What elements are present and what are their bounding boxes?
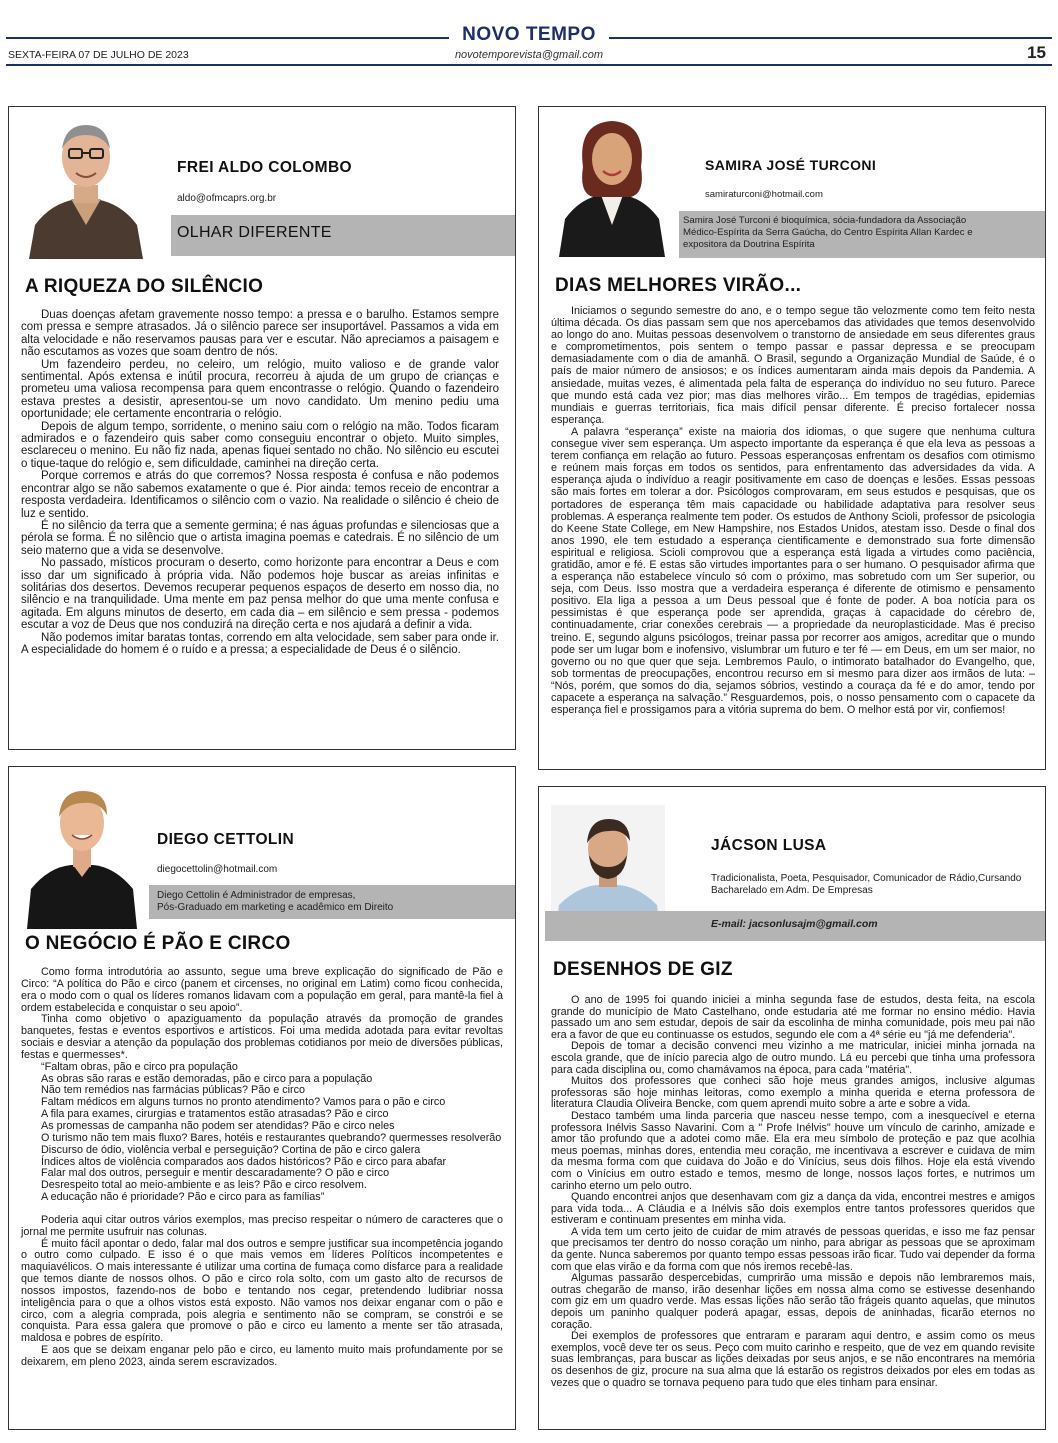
author-photo [23, 773, 141, 929]
poem-line: Faltam médicos em alguns turnos no pronto atendimento? Vamos para o pão e circo [41, 1096, 446, 1109]
poem-line: As promessas de campanha não podem ser atendidas? Pão e circo neles [41, 1119, 395, 1132]
bio-line: Tradicionalista, Poeta, Pesquisador, Comunicador de Rádio,Cursando [711, 873, 1022, 884]
article-headline: O NEGÓCIO É PÃO E CIRCO [25, 933, 291, 954]
paragraph: Duas doenças afetam gravemente nosso tempo: a pressa e o barulho. Estamos sempre com pressa e sempre atrasados. Já o silêncio parece ser insuportável. Passamos a vida em alta velocidade e não reservamos pausas para ver e escutar. Não apreciamos a paisagem e não escutamos as vozes que soam dentro de nós. [21, 309, 499, 359]
author-bio [711, 873, 1041, 897]
poem-line: A fila para exames, cirurgias e tratamentos estão atrasadas? Pão e circo [41, 1108, 389, 1121]
paragraph: Iniciamos o segundo semestre do ano, e o tempo segue tão velozmente como tem feito nesta última década. Os dias passam sem que nos apercebamos das atividades que temos desenvolvido ao longo do ano. Muitas pessoas desenvolvem o transtorno de ansiedade em seus diferentes graus e comprometimentos, pois sentem o tempo passar e passar depressa e se preocupam demasiadamente com o dia de amanhã. O Brasil, segundo a Organização Mundial de Saúde, é o país de maior número de ansiosos; e os índices aumentaram ainda mais depois da Pandemia. A ansiedade, muitas vezes, é alimentada pela falta de esperança do indivíduo no seu futuro. Parece que mundo está cada vez pior; mas dias melhores virão... Em tempos de tragédias, epidemias mundiais e guerras territoriais, fica mais difícil pensar diferente. É preciso fortalecer nossa esperança. [551, 305, 1035, 426]
paragraph: Poderia aqui citar outros vários exemplos, mas preciso respeitar o número de caracteres que o jornal me permite usufruir nas colunas. [21, 1213, 503, 1238]
author-photo [553, 107, 671, 257]
paragraph: Tinha como objetivo o apaziguamento da população através da promoção de grandes banquetes, festas e eventos esportivos e artísticos. Foi uma medida adotada para evitar revoltas sociais e desviar a atenção da população dos problemas cotidianos por meio de diversões públicas, festas e quermesses*. [21, 1013, 503, 1061]
poem-line: Falar mal dos outros, perseguir e mentir descaradamente? O pão e circo [41, 1167, 390, 1180]
article-box-jacson [538, 786, 1046, 1430]
paragraph: Algumas passarão despercebidas, cumprirão uma missão e depois não lembraremos mais, outras chegarão de manso, irão desenhar lições em nossa alma como se estivesse desenhando com giz em um quadro verde. Mas essas lições não serão tão frágeis quanto aquelas, que minutos depois um paninho qualquer poderá apagar, essas, depois de aninhadas, ficarão eternos no coração. [551, 1272, 1035, 1331]
author-email: samiraturconi@hotmail.com [705, 189, 823, 200]
article-headline: DIAS MELHORES VIRÃO... [555, 275, 802, 296]
poem-line: “Faltam obras, pão e circo pra população [41, 1060, 238, 1073]
paragraph: E aos que se deixam enganar pelo pão e circo, eu lamento muito mais profundamente por se deixarem, em pleno 2023, ainda serem escravizados. [21, 1344, 503, 1368]
article-body [551, 995, 1035, 1389]
paragraph: É no silêncio da terra que a semente germina; é nas águas profundas e silenciosas que a pérola se forma. É no silêncio que o artista imagina poemas e catedrais. É no silêncio de um seio materno que a vida se desenvolve. [21, 519, 499, 557]
article-body [21, 967, 503, 1369]
portrait-woman-icon [553, 107, 671, 257]
header-rule-bottom [6, 64, 1052, 66]
poem-line: O turismo não tem mais fluxo? Bares, hotéis e restaurantes quebrando? quermesses resolverão [41, 1131, 502, 1144]
paragraph: Quando encontrei anjos que desenhavam com giz a dança da vida, encontrei mestres e amigos para vida toda... A Cláudia e a Inélvis são dois exemplos entre tantos professores queridos que estiveram e continuam presentes em minha vida. [551, 1191, 1035, 1227]
article-box-diego [8, 766, 516, 1430]
author-bio [157, 890, 497, 914]
portrait-young-man-icon [23, 773, 141, 929]
paragraph: O ano de 1995 foi quando iniciei a minha segunda fase de estudos, desta feita, na escola grande do município de Mato Castelhano, onde estudaria até me formar no ensino médio. Havia passado um ano sem estudar, depois de sair da escolinha de minha comunidade, pois meu pai não era a favor de que eu continuasse os estudos, segundo ele com a 4ª série eu "já me defenderia". [551, 994, 1035, 1041]
poem-line: Discurso de ódio, violência verbal e perseguição? Cortina de pão e circo galera [41, 1143, 421, 1156]
poem-line: A educação não é prioridade? Pão e circo para as famílias” [41, 1191, 325, 1204]
article-headline: DESENHOS DE GIZ [553, 959, 733, 980]
paragraph: Porque corremos e atrás do que corremos? Nossa resposta é confusa e não podemos encontrar algo se não sabemos exatamente o que é. Pior ainda: temos receio de encontrar a resposta verdadeira. Identificamos o silêncio com o vazio. Na realidade o silêncio é cheio de luz e sentido. [21, 470, 499, 520]
paragraph: Destaco também uma linda parceria que nasceu nesse tempo, com a inesquecível e eterna professora Inélvis Sasso Navarini. Com a " Profe Inélvis" houve um vínculo de carinho, amizade e amor tão profundo que a adotei como mãe. Ela era meu símbolo de proteção e paz que acolhia meus poemas, minhas dores, entendia meu coração, me incentivava a escrever e cuidava de mim da mesma forma com que cuidava do João e do Vinícius, seus dois filhos. Hoje ela está vivendo com o Vinícius em outro estado e temos, mesmo de longe, nossos laços fortes, e nutrimos um carinho eterno um pelo outro. [551, 1109, 1035, 1192]
poem-line: Índices altos de violência comparados aos dados históricos? Pão e circo para abafar [41, 1155, 447, 1168]
article-box-olhar-diferente [8, 106, 516, 750]
paragraph: É muito fácil apontar o dedo, falar mal dos outros e sempre justificar sua incompetência jogando o outro como culpado. E isso é o que mais vemos em líderes Políticos incompetentes e maquiavélicos. O mais interessante é utilizar uma cortina de fumaça como disfarce para a realidade que temos diante de nossos olhos. O pão e circo rola solto, com um gasto alto de recursos de nossos impostos, fazendo-nos de bobo e tentando nos cegar, pretendendo ludibriar nossa inteligência para o que a olhos vistos está exposto. Não vamos nos deixar enganar com o pão e circo, com a alegria comprada, pois alegria e sentimento não se compram, se constrói e se conquista. Para essa galera que promove o pão e circo eu lamento a mente ser tão atrasada, maldosa e pobres de espírito. [21, 1237, 503, 1345]
masthead [449, 24, 609, 61]
paragraph: No passado, místicos procuram o deserto, como horizonte para encontrar a Deus e com isso dar um significado à própria vida. Não podemos hoje buscar as areias infinitas e solitárias dos desertos. Devemos recuperar pequenos espaços de deserto em nosso dia, no silêncio e na tranquilidade. Uma mente em paz pensa melhor do que uma mente confusa e agitada. Em alguns minutos de deserto, em cada dia – em silêncio e sem pressa - podemos escutar a voz de Deus que nos conduzirá na direção certa e nos ajudará a definir a vida. [21, 557, 499, 632]
author-email: aldo@ofmcaprs.org.br [177, 193, 277, 204]
paragraph: Não podemos imitar baratas tontas, correndo em alta velocidade, sem saber para onde ir. A especialidade do homem é o ruído e a pressa; a especialidade de Deus é o silêncio. [21, 631, 499, 656]
poem-line: As obras são raras e estão demoradas, pão e circo para a população [41, 1072, 373, 1085]
paragraph: Muitos dos professores que conheci são hoje meus grandes amigos, inclusive algumas professoras são hoje minhas leitoras, como exemplo a minha querida e eterna professora de literatura Claudia Oliveira Bencke, com quem aprendi muito sobre a arte e sobre a vida. [551, 1075, 1035, 1111]
column-label: OLHAR DIFERENTE [177, 224, 332, 241]
poem-block [21, 1062, 503, 1204]
poem-line: Não tem remédios nas farmácias públicas? Pão e circo [41, 1084, 306, 1097]
author-email: diegocettolin@hotmail.com [157, 864, 278, 875]
article-body [551, 305, 1035, 716]
author-name: DIEGO CETTOLIN [157, 831, 295, 848]
author-name: FREI ALDO COLOMBO [177, 159, 352, 176]
portrait-elderly-man-icon [21, 107, 151, 259]
author-name: SAMIRA JOSÉ TURCONI [705, 157, 877, 173]
paragraph: A palavra “esperança” existe na maioria dos idiomas, o que sugere que nenhuma cultura consegue viver sem esperança. Um aspecto importante da esperança é que ela leva as pessoas a terem confiança em relação ao futuro. Pessoas esperançosas enfrentam os desafios com otimismo e reúnem mais forças em todos os sentidos, para enfrentamento das adversidades da vida. A esperança ajuda o indivíduo a reagir positivamente em caso de doenças e lesões. Essas pessoas são mais fortes em tolerar a dor. Psicólogos comprovaram, em seus estudos e pesquisas, que os portadores de esperança têm mais capacidade ou habilidade adaptativa para resolver seus problemas. A esperança realmente tem poder. Os estudos de Anthony Scioli, professor de psicologia do Keene State College, em New Hampshire, nos Estados Unidos, atestam isso. Desde o final dos anos 1990, ele tem estudado a esperança cientificamente e demonstrado sua forte dimensão espiritual e religiosa. Scioli comprovou que a esperança está ligada a virtudes como paciência, gratidão, amor e fé. E estas são virtudes importantes para o ser humano. O pesquisador afirma que a esperança não estabelece vínculo só com o próximo, mas sobretudo com um Ser superior, ou seja, com Deus. Isso mostra que a verdadeira esperança é diferente de otimismo e pensamento positivo. Ela liga a pessoa a um Deus pessoal que é fonte de poder. A boa notícia para os pessimistas é que esperança pode ser aprendida, graças à capacidade do cérebro de, continuadamente, criar conexões cerebrais — a propriedade da neuroplasticidade. Mas é preciso treino. E, segundo alguns psicólogos, treinar passa por recorrer aos amigos, acreditar que o mundo pode ser um lugar bom e inofensivo, vislumbrar um futuro e ter fé — em Deus, em um ser maior, no governo ou no que quer que seja. Lembremos Paulo, o intimorato batalhador do Evangelho, que, sob tormentas de preocupações, encontrou recurso em si mesmo para dizer aos irmãos de luta: – “Nós, porém, que somos do dia, sejamos sóbrios, vestindo a couraça da fé e do amor, tendo por capacete a esperança na salvação.” Resguardemos, pois, o nosso pensamento com o capacete da esperança fiel e prossigamos para a vitória suprema do bem. O melhor está por vir, confiemos! [551, 425, 1035, 717]
article-headline: A RIQUEZA DO SILÊNCIO [25, 276, 264, 297]
paragraph: A vida tem um certo jeito de cuidar de mim através de pessoas queridas, e isso me faz pensar que precisamos ter dentro do nosso coração um ninho, para abrigar as pessoas que se aproximam da gente. Nunca saberemos por quanto tempo essas pessoas irão ficar. Tudo vai depender da forma com que elas virão e da forma com que nós iremos recebê-las. [551, 1225, 1035, 1273]
paragraph: Um fazendeiro perdeu, no celeiro, um relógio, muito valioso e de grande valor sentimental. Após extensa e inútil procura, recorreu à ajuda de um grupo de crianças e prometeu uma valiosa recompensa para quem encontrasse o relógio. Quando o fazendeiro estava prestes a desistir, apresentou-se um novo candidato. Um menino pediu uma oportunidade; ele certamente encontraria o relógio. [21, 358, 499, 421]
article-body [21, 309, 499, 656]
bio-line: Diego Cettolin é Administrador de empresas, [157, 890, 356, 901]
paragraph: Depois de algum tempo, sorridente, o menino saiu com o relógio na mão. Todos ficaram admirados e o fazendeiro quis saber como conseguiu encontrar o objeto. Muito simples, esclareceu o menino. Eu não fiz nada, apenas fiquei sentado no chão. No silêncio eu escutei o tique-taque do relógio e, sem dificuldade, caminhei na direção certa. [21, 420, 499, 470]
article-box-samira [538, 106, 1046, 770]
paragraph: Dei exemplos de professores que entraram e pararam aqui dentro, e assim como os meus exemplos, você deve ter os seus. Peço com muito carinho e respeito, que de vez em quando revisite suas lembranças, para buscar as lições deixadas por seus anjos, e se não encontrares na memória os desenhos de giz, procure na sua alma que lá estarão os registros deixados por eles em todas as vezes que o quadro se tornava pequeno para tudo que eles tinham para ensinar. [551, 1330, 1035, 1389]
paragraph: Como forma introdutória ao assunto, segue uma breve explicação do significado de Pão e Circo: “A política do Pão e circo (panem et circenses, no original em Latim) como ficou conhecida, era o modo com o qual os líderes romanos lidavam com a população em geral, para mantê-la fiel à ordem estabelecida e conquistar o seu apoio”. [21, 966, 503, 1014]
paragraph: Depois de tomar a decisão convenci meu vizinho a me matricular, iniciei minha jornada na escola grande, que de início parecia algo de outro mundo. Lá eu percebi que tinha uma professora para cada disciplina ou, como chamávamos na época, para cada "matéria". [551, 1040, 1035, 1076]
bio-line: Pós-Graduado em marketing e acadêmico em Direito [157, 901, 394, 913]
author-email: E-mail: jacsonlusajm@gmail.com [711, 918, 878, 930]
page-number: 15 [1027, 43, 1046, 62]
author-photo [21, 107, 151, 259]
bio-line: Bacharelado em Adm. De Empresas [711, 884, 873, 896]
poem-line: Desrespeito total ao meio-ambiente e as leis? Pão e circo resolvem. [41, 1179, 367, 1192]
masthead-title: NOVO TEMPO [462, 24, 596, 45]
issue-date: SEXTA-FEIRA 07 DE JULHO DE 2023 [8, 49, 189, 61]
author-bio: Samira José Turconi é bioquímica, sócia-fundadora da Associação Médico-Espírita da Serra Gaúcha, do Centro Espírita Allan Kardec e expositora da Doutrina Espírita [683, 215, 973, 250]
masthead-email: novotemporevista@gmail.com [454, 49, 604, 61]
author-name: JÁCSON LUSA [711, 837, 827, 854]
